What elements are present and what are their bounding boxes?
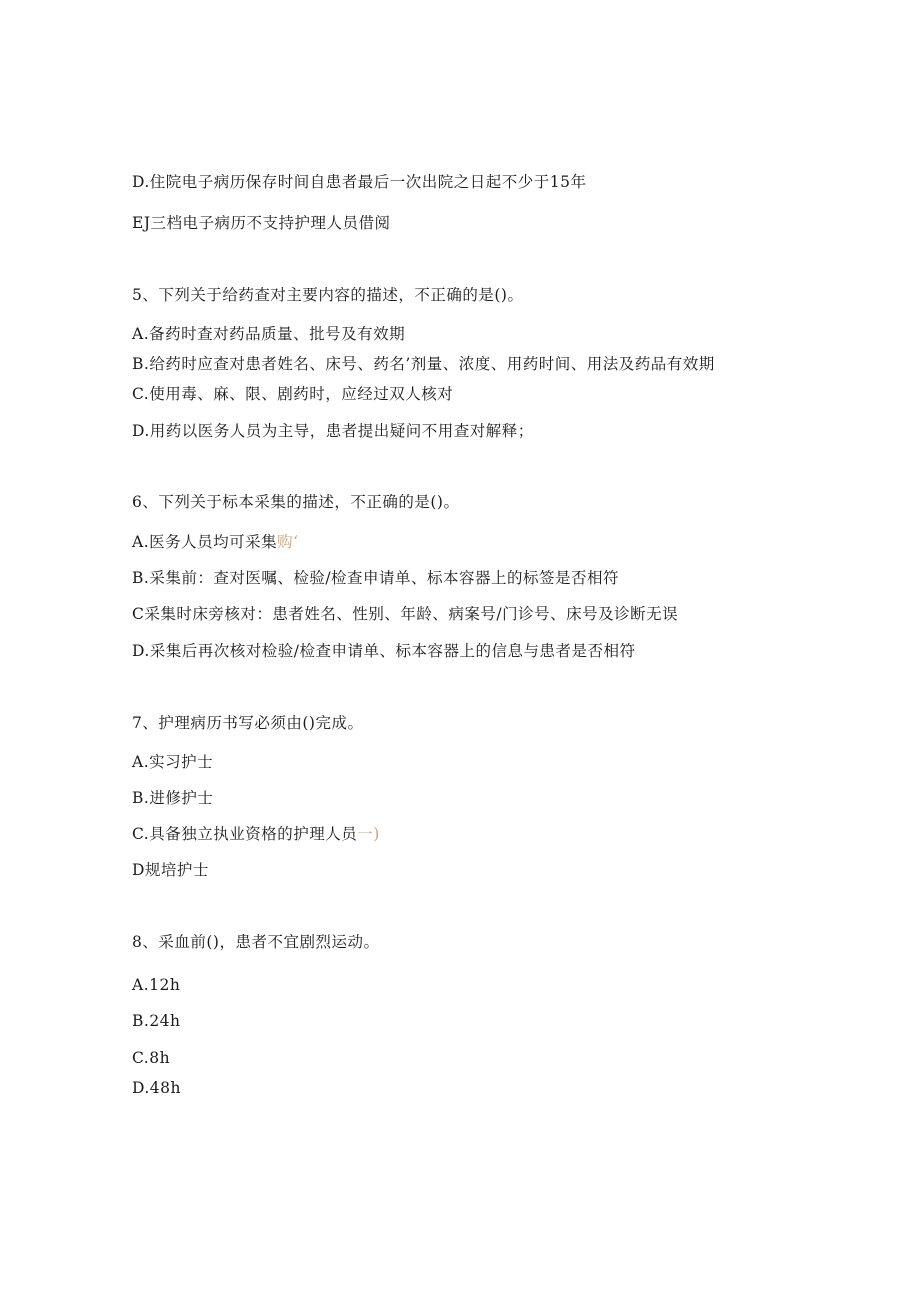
q8-option-c: C.8h: [132, 1049, 171, 1067]
q7-option-a: A.实习护士: [132, 753, 214, 771]
q6-option-b: B.采集前：查对医嘱、检验/检查申请单、标本容器上的标签是否相符: [132, 569, 620, 587]
q8-option-a: A.12h: [132, 976, 181, 994]
q7-option-c-text: C.具备独立执业资格的护理人员: [132, 825, 358, 843]
q6-option-a: [132, 532, 299, 552]
q6-option-a-text: A.医务人员均可采集: [132, 533, 278, 551]
q6-stem: 6、下列关于标本采集的描述，不正确的是()。: [132, 493, 460, 511]
q8-stem: 8、采血前()，患者不宜剧烈运动。: [132, 933, 380, 951]
q7-stem: 7、护理病历书写必须由()完成。: [132, 714, 364, 732]
q7-option-c-mark: 一): [357, 825, 380, 843]
q8-option-b: B.24h: [132, 1012, 181, 1030]
q7-option-d: D规培护士: [132, 861, 209, 879]
q8-option-d: D.48h: [132, 1079, 182, 1097]
q5-option-b: B.给药时应查对患者姓名、床号、药名’剂量、浓度、用药时间、用法及药品有效期: [132, 355, 715, 373]
q5-option-c: C.使用毒、麻、限、剧药时，应经过双人核对: [132, 385, 454, 403]
q5-option-a: A.备药时查对药品质量、批号及有效期: [132, 325, 406, 343]
q5-stem: 5、下列关于给药查对主要内容的描述，不正确的是()。: [132, 286, 524, 304]
q7-option-b: B.进修护士: [132, 789, 214, 807]
q4-option-d: D.住院电子病历保存时间自患者最后一次出院之日起不少于15年: [132, 173, 587, 191]
q4-option-e: EJ三档电子病历不支持护理人员借阅: [132, 214, 391, 232]
q7-option-c: [132, 824, 380, 844]
q6-option-d: D.采集后再次核对检验/检查申请单、标本容器上的信息与患者是否相符: [132, 642, 636, 660]
q6-option-a-mark: 购‘: [277, 533, 299, 551]
q6-option-c: C采集时床旁核对：患者姓名、性别、年龄、病案号/门诊号、床号及诊断无误: [132, 605, 679, 623]
q5-option-d: D.用药以医务人员为主导，患者提出疑问不用查对解释；: [132, 422, 534, 440]
